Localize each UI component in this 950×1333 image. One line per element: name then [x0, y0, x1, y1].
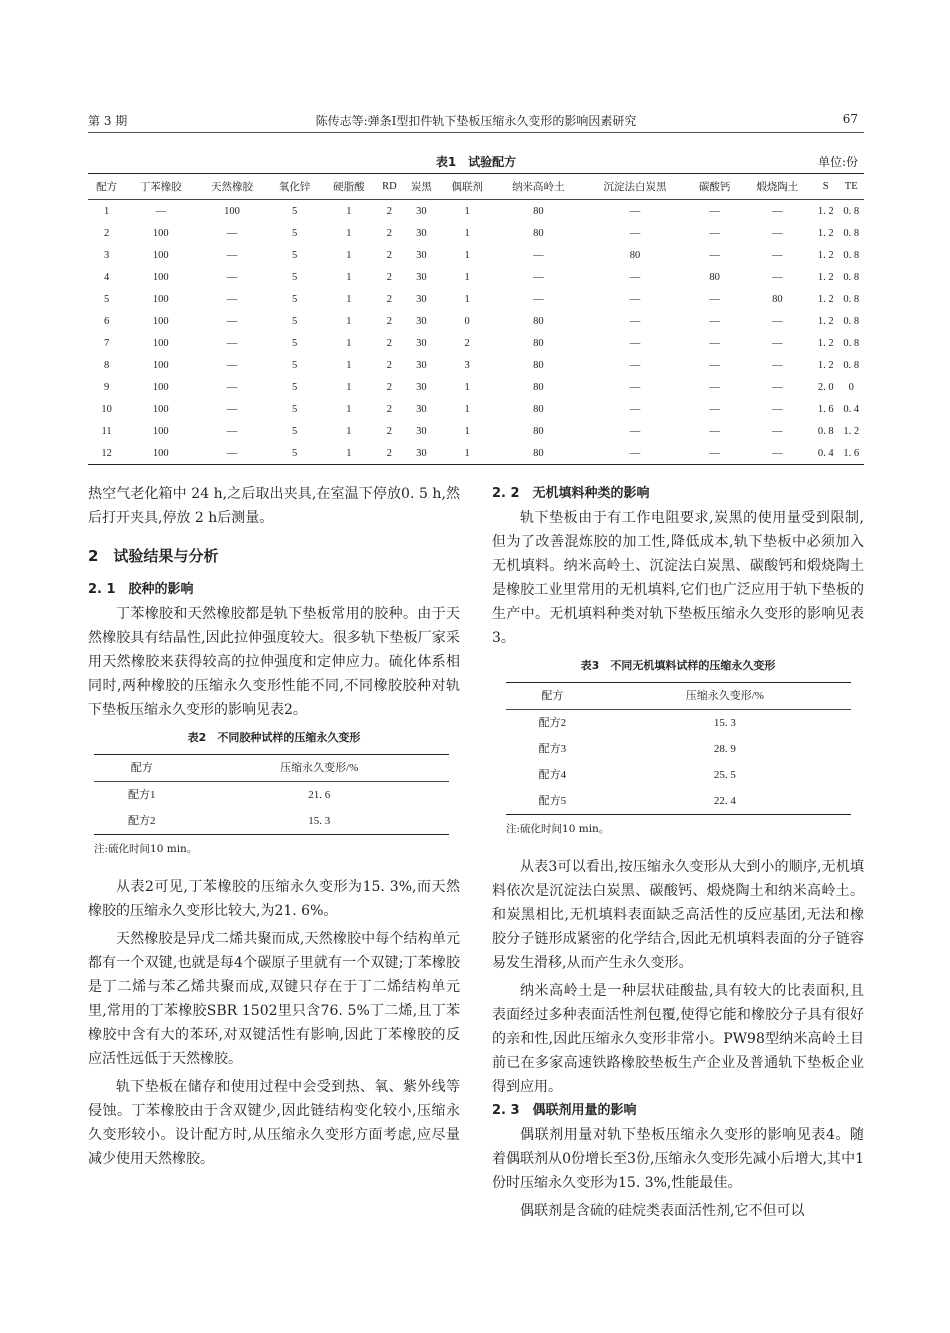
table-cell: 80 [533, 315, 544, 327]
table-cell: — [533, 249, 544, 261]
table-cell: — [226, 227, 238, 239]
table-cell: 0. 8 [843, 227, 860, 239]
table-row [88, 398, 864, 420]
table-row [94, 782, 449, 809]
table-cell: 0. 4 [843, 403, 860, 415]
table-cell: 2 [386, 359, 393, 371]
table1-header: 偶联剂 [440, 174, 494, 200]
table-cell: 0 [848, 381, 854, 393]
table-cell: 30 [403, 442, 440, 465]
table-cell: 30 [416, 227, 427, 239]
table-cell: — [533, 293, 544, 305]
table-cell: — [709, 359, 720, 371]
table-cell: 3 [464, 359, 470, 371]
table-cell: — [629, 315, 641, 327]
table-cell: 15. 3 [189, 808, 449, 835]
table1 [88, 173, 864, 465]
table-cell: — [226, 359, 238, 371]
table-row [88, 288, 864, 310]
table-cell: 2 [386, 315, 393, 327]
table-cell: — [772, 403, 783, 415]
table-cell: — [629, 271, 641, 283]
table-cell: 0. 8 [843, 359, 860, 371]
table1-caption: 表1 试验配方 [435, 155, 517, 169]
table2-note: 注:硫化时间10 min。 [94, 843, 198, 855]
table-cell: 30 [416, 315, 427, 327]
table-cell: 0. 8 [843, 293, 860, 305]
table-cell: 30 [416, 403, 427, 415]
table-cell: 8 [103, 359, 110, 371]
table-cell: 1. 6 [838, 442, 864, 465]
table-cell: 1. 2 [843, 425, 860, 437]
table3-note: 注:硫化时间10 min。 [506, 823, 610, 835]
table-cell: — [772, 205, 783, 217]
table-cell: — [772, 227, 783, 239]
table-cell: 0. 8 [843, 315, 860, 327]
table-cell: 15. 3 [713, 717, 736, 729]
paragraph: 从表3可以看出,按压缩永久变形从大到小的顺序,无机填料依次是沉淀法白炭黑、碳酸钙、煅烧陶土和纳米高岭土。和炭黑相比,无机填料表面缺乏高活性的反应基团,无法和橡胶分子链形成紧密的化学结合,因此无机填料表面的分子链容易发生滑移,从而产生永久变形。 [492, 859, 864, 971]
table1-header: 煅烧陶土 [742, 174, 813, 200]
table-row [88, 420, 864, 442]
table-cell: — [629, 337, 641, 349]
table-cell: 9 [103, 381, 110, 393]
paragraph: 丁苯橡胶和天然橡胶都是轨下垫板常用的胶种。由于天然橡胶具有结晶性,因此拉伸强度较大。很多轨下垫板厂家采用天然橡胶来获得较高的拉伸强度和定伸应力。硫化体系相同时,两种橡胶的压缩永久变形性能不同,不同橡胶胶种对轨下垫板压缩永久变形的影响见表2。 [88, 606, 460, 718]
table-cell: 1 [464, 293, 470, 305]
table-cell: — [226, 337, 238, 349]
table-cell: 1 [346, 315, 352, 327]
table3-header: 压缩永久变形/% [599, 683, 851, 710]
table-cell: 100 [125, 442, 196, 465]
subsection-heading: 2. 1 胶种的影响 [88, 582, 194, 597]
page-number: 67 [842, 112, 858, 126]
table-cell: 6 [103, 315, 110, 327]
table-cell: 30 [416, 271, 427, 283]
running-header [88, 112, 864, 133]
table-cell: 30 [416, 249, 427, 261]
table-cell: — [688, 442, 742, 465]
table-cell: 1 [346, 249, 352, 261]
table-cell: 2 [464, 337, 470, 349]
table-cell: — [772, 249, 783, 261]
table-cell: — [772, 359, 783, 371]
table-cell: — [709, 381, 720, 393]
table-cell: 0. 4 [813, 442, 838, 465]
table-cell: 1 [346, 227, 352, 239]
table-cell: 2 [103, 227, 110, 239]
paragraph: 轨下垫板在储存和使用过程中会受到热、氧、紫外线等侵蚀。丁苯橡胶由于含双键少,因此链结构变化较小,压缩永久变形较小。设计配方时,从压缩永久变形方面考虑,应尽量减少使用天然橡胶。 [88, 1079, 460, 1167]
table-cell: 1 [464, 403, 470, 415]
table-cell: 配方2 [94, 808, 189, 835]
table-cell: 0 [464, 315, 470, 327]
table-cell: 2 [386, 293, 393, 305]
paragraph: 纳米高岭土是一种层状硅酸盐,具有较大的比表面积,且表面经过多种表面活性剂包覆,使得它能和橡胶分子具有很好的亲和性,因此压缩永久变形非常小。PW98型纳米高岭土目前已在多家高速铁路橡胶垫板生产企业及普通轨下垫板企业得到应用。 [492, 983, 864, 1095]
paragraph: 偶联剂用量对轨下垫板压缩永久变形的影响见表4。随着偶联剂从0份增长至3份,压缩永久变形先减小后增大,其中1份时压缩永久变形为15. 3%,性能最佳。 [492, 1127, 864, 1191]
table-cell: — [709, 227, 720, 239]
table-cell: 100 [152, 293, 169, 305]
table1-header: 碳酸钙 [688, 174, 742, 200]
table1-header: 纳米高岭土 [494, 174, 582, 200]
table-cell: 80 [533, 227, 544, 239]
table-cell: — [772, 381, 783, 393]
paragraph: 天然橡胶是异戊二烯共聚而成,天然橡胶中每个结构单元都有一个双键,也就是每4个碳原子里就有一个双键;丁苯橡胶是丁二烯与苯乙烯共聚而成,双键只存在于丁二烯结构单元里,常用的丁苯橡胶SBR 1502里只含76. 5%丁二烯,且丁苯橡胶中含有大的苯环,对双键活性有影响,因此丁苯橡胶的反应活性远低于天然橡胶。 [88, 931, 460, 1067]
table-cell: 1 [346, 359, 352, 371]
table2 [94, 754, 449, 835]
table-cell: 100 [152, 271, 169, 283]
table-cell: — [709, 315, 720, 327]
table-cell: 1 [464, 425, 470, 437]
table-cell: — [226, 381, 238, 393]
table-cell: 0. 8 [817, 425, 834, 437]
table-cell: 1. 2 [817, 271, 834, 283]
table-cell: — [772, 425, 783, 437]
table1-header: 配方 [88, 174, 125, 200]
table-cell: 1. 2 [817, 249, 834, 261]
table-cell: — [196, 442, 267, 465]
table-cell: 4 [103, 271, 110, 283]
left-column [88, 482, 460, 1171]
table-cell: — [226, 403, 238, 415]
table-cell: 1 [464, 205, 470, 217]
table-cell: 1 [103, 205, 110, 217]
table-cell: — [772, 315, 783, 327]
table-cell: 1 [440, 442, 494, 465]
table-cell: 30 [416, 337, 427, 349]
table-cell: 1 [464, 249, 470, 261]
table-cell: 1. 2 [817, 359, 834, 371]
table-cell: 配方4 [538, 769, 567, 781]
table-cell: 5 [292, 425, 298, 437]
table-cell: 80 [629, 249, 641, 261]
table-cell: 10 [101, 403, 112, 415]
table3-caption: 表3 不同无机填料试样的压缩永久变形 [580, 659, 776, 672]
table-cell: 80 [494, 442, 582, 465]
table-cell: 1. 2 [817, 315, 834, 327]
running-title: 陈传志等:弹条Ⅰ型扣件轨下垫板压缩永久变形的影响因素研究 [315, 114, 637, 128]
paragraph: 轨下垫板由于有工作电阻要求,炭黑的使用量受到限制,但为了改善混炼胶的加工性,降低成本,轨下垫板中必须加入无机填料。纳米高岭土、沉淀法白炭黑、碳酸钙和煅烧陶土是橡胶工业里常用的无机填料,它们也广泛应用于轨下垫板的生产中。无机填料种类对轨下垫板压缩永久变形的影响见表3。 [492, 510, 864, 646]
table-cell: — [226, 249, 238, 261]
table-cell: — [582, 442, 687, 465]
table-cell: 0. 8 [843, 337, 860, 349]
table-cell: 2 [386, 249, 393, 261]
table-row [88, 200, 864, 223]
table-cell: 配方5 [506, 788, 599, 815]
table-cell: 80 [533, 337, 544, 349]
table-cell: 1. 2 [817, 205, 834, 217]
table-row [88, 244, 864, 266]
table-row [506, 762, 851, 788]
table-cell: 2 [386, 425, 393, 437]
table-cell: 22. 4 [599, 788, 851, 815]
table1-header: 天然橡胶 [196, 174, 267, 200]
table-cell: — [629, 425, 641, 437]
table-cell: 1. 6 [817, 403, 834, 415]
table-cell: 1 [346, 205, 352, 217]
table-row [506, 736, 851, 762]
table-cell: 3 [103, 249, 110, 261]
table-cell: 80 [533, 425, 544, 437]
table-row [88, 266, 864, 288]
table-cell: 1 [346, 403, 352, 415]
table-cell: — [772, 271, 783, 283]
table-cell: 1 [346, 293, 352, 305]
table-cell: 5 [103, 293, 110, 305]
table-row [506, 788, 851, 815]
table1-header: 沉淀法白炭黑 [582, 174, 687, 200]
table-cell: 100 [152, 227, 169, 239]
table-cell: — [709, 425, 720, 437]
table-cell: 11 [101, 425, 112, 437]
table3 [506, 682, 851, 815]
paragraph: 偶联剂是含硫的硅烷类表面活性剂,它不但可以 [520, 1203, 805, 1219]
table-cell: — [709, 337, 720, 349]
table-cell: 2 [386, 403, 393, 415]
table-cell: 80 [533, 403, 544, 415]
table-row [88, 376, 864, 398]
table-cell: 0. 8 [843, 249, 860, 261]
table-cell: — [629, 227, 641, 239]
table-row [88, 310, 864, 332]
table-cell: — [226, 425, 238, 437]
table1-unit: 单位:份 [817, 155, 858, 169]
table-cell: 5 [292, 315, 298, 327]
subsection-heading: 2. 2 无机填料种类的影响 [492, 486, 650, 501]
table-cell: 7 [103, 337, 110, 349]
table1-header: S [813, 174, 838, 200]
table-cell: — [772, 337, 783, 349]
table-cell: 1. 2 [817, 227, 834, 239]
table2-caption: 表2 不同胶种试样的压缩永久变形 [187, 731, 361, 744]
table-cell: 1 [464, 381, 470, 393]
table-cell: 5 [292, 381, 298, 393]
table-cell: 100 [152, 337, 169, 349]
table-cell: 5 [292, 205, 298, 217]
table-cell: 100 [152, 315, 169, 327]
table-cell: 2 [386, 381, 393, 393]
table-cell: 80 [533, 205, 544, 217]
table-cell: 5 [292, 403, 298, 415]
table-row [88, 354, 864, 376]
table-cell: — [226, 293, 238, 305]
table-cell: — [629, 359, 641, 371]
table-cell: — [709, 249, 720, 261]
table-cell: 2 [376, 442, 403, 465]
table-cell: 2 [386, 227, 393, 239]
issue-number: 第 3 期 [88, 114, 128, 128]
table-cell: 100 [152, 403, 169, 415]
table-cell: 配方1 [127, 789, 156, 801]
table-cell: 100 [224, 205, 240, 217]
table-cell: — [226, 271, 238, 283]
table-cell: — [709, 403, 720, 415]
table-cell: 2 [386, 271, 393, 283]
table-cell: 5 [292, 249, 298, 261]
table-cell: 5 [292, 293, 298, 305]
table-cell: — [533, 271, 544, 283]
table-cell: 5 [292, 359, 298, 371]
table-cell: — [629, 205, 641, 217]
table-cell: 1 [464, 271, 470, 283]
table-cell: 30 [416, 425, 427, 437]
table-cell: 28. 9 [713, 743, 736, 755]
table1-header: 丁苯橡胶 [125, 174, 196, 200]
table-cell: 80 [533, 381, 544, 393]
table-cell: — [155, 205, 167, 217]
table-cell: — [709, 293, 720, 305]
table-cell: 30 [416, 293, 427, 305]
table-row [88, 442, 864, 465]
table-cell: 0. 8 [843, 271, 860, 283]
table-cell: 80 [533, 359, 544, 371]
table-cell: 5 [292, 337, 298, 349]
table1-header: TE [838, 174, 864, 200]
table-cell: 30 [416, 381, 427, 393]
table-cell: 5 [292, 271, 298, 283]
right-column [492, 482, 864, 1223]
table-cell: 80 [709, 271, 720, 283]
table1-header: RD [376, 174, 403, 200]
table-cell: — [742, 442, 813, 465]
table-cell: 2. 0 [817, 381, 834, 393]
table-cell: 配方2 [538, 717, 567, 729]
table-cell: 1 [346, 337, 352, 349]
table-cell: 25. 5 [713, 769, 736, 781]
table-cell: 2 [386, 205, 393, 217]
table-cell: 5 [292, 227, 298, 239]
table-cell: — [629, 293, 641, 305]
section-heading: 2 试验结果与分析 [88, 547, 219, 565]
table-cell: — [629, 403, 641, 415]
table-cell: — [709, 205, 720, 217]
subsection-heading: 2. 3 偶联剂用量的影响 [492, 1103, 637, 1118]
table-cell: — [226, 315, 238, 327]
table-row [94, 808, 449, 835]
table-cell: 1 [322, 442, 376, 465]
table3-header: 配方 [506, 683, 599, 710]
table-cell: 100 [152, 359, 169, 371]
table-cell: 1. 2 [817, 293, 834, 305]
table-cell: 30 [416, 205, 427, 217]
table-cell: 2 [386, 337, 393, 349]
table-cell: 30 [416, 359, 427, 371]
table-cell: 21. 6 [308, 789, 331, 801]
table-cell: 5 [268, 442, 322, 465]
table-cell: 1 [346, 381, 352, 393]
table-cell: 100 [152, 249, 169, 261]
table-cell: 1. 2 [817, 337, 834, 349]
paragraph: 从表2可见,丁苯橡胶的压缩永久变形为15. 3%,而天然橡胶的压缩永久变形比较大,为21. 6%。 [88, 879, 460, 919]
table1-header: 炭黑 [403, 174, 440, 200]
table1-header: 硬脂酸 [322, 174, 376, 200]
table-cell: 0. 8 [843, 205, 860, 217]
table-row [88, 222, 864, 244]
table-cell: 1 [346, 271, 352, 283]
table-cell: 1 [464, 227, 470, 239]
table1-header: 氧化锌 [268, 174, 322, 200]
table-cell: 100 [152, 425, 169, 437]
table-cell: — [629, 381, 641, 393]
table-cell: 100 [152, 381, 169, 393]
table-row [506, 710, 851, 737]
table-cell: 配方3 [538, 743, 567, 755]
table-cell: 12 [88, 442, 125, 465]
table-cell: 1 [346, 425, 352, 437]
table2-header: 压缩永久变形/% [189, 755, 449, 782]
paragraph: 热空气老化箱中 24 h,之后取出夹具,在室温下停放0. 5 h,然后打开夹具,停放 2 h后测量。 [88, 486, 460, 526]
table-row [88, 332, 864, 354]
table-cell: 80 [772, 293, 783, 305]
table2-header: 配方 [94, 755, 189, 782]
